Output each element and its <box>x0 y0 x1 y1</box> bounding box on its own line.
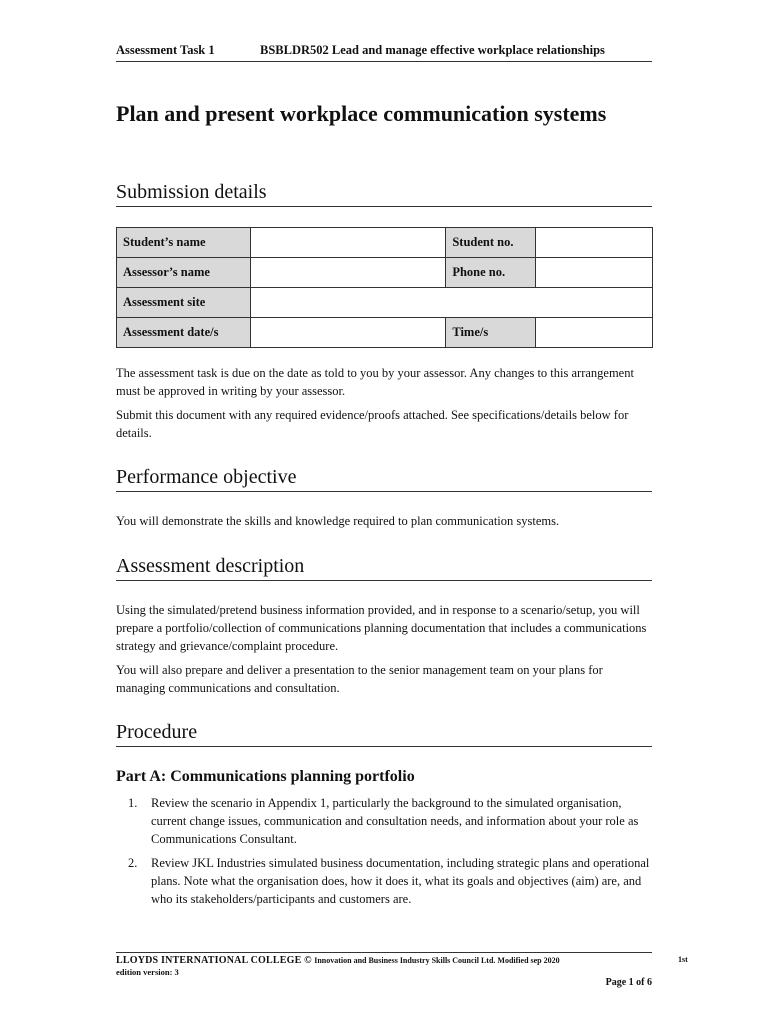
student-no-field[interactable] <box>536 228 653 258</box>
assessment-date-field[interactable] <box>250 318 446 348</box>
description-para-1: Using the simulated/pretend business information provided, and in response to a scenario/setup, you will prepare a portfolio/collection of communications planning documentation that includes a communications strategy and grievance/complaint procedure. <box>116 603 647 653</box>
student-name-label: Student’s name <box>117 228 251 258</box>
submit-paragraph: Submit this document with any required evidence/proofs attached. See specifications/details below for details. <box>116 408 629 440</box>
part-a-heading: Part A: Communications planning portfolio <box>116 768 415 785</box>
time-label: Time/s <box>446 318 536 348</box>
description-para-2: You will also prepare and deliver a presentation to the senior management team on your plans for managing communications and consultation. <box>116 663 603 695</box>
table-row <box>117 288 653 318</box>
footer-superscript: 1st <box>678 955 688 964</box>
step-text: Review JKL Industries simulated business documentation, including strategic plans and operational plans. Note what the organisation does, how it does it, what its goals and objectives (aim) are, and who its stakeholders/participants and customers are. <box>151 856 650 906</box>
footer-copyright <box>116 955 688 966</box>
list-item <box>116 854 652 908</box>
description-heading: Assessment description <box>116 553 652 581</box>
procedure-heading: Procedure <box>116 719 652 747</box>
table-row <box>117 228 653 258</box>
assessment-site-field[interactable] <box>250 288 652 318</box>
due-date-paragraph: The assessment task is due on the date as told to you by your assessor. Any changes to this arrangement must be approved in writing by your assessor. <box>116 366 634 398</box>
assessor-name-field[interactable] <box>250 258 446 288</box>
assessment-site-label: Assessment site <box>117 288 251 318</box>
footer-council: Innovation and Business Industry Skills Council Ltd. Modified sep 2020 <box>314 956 560 965</box>
footer-edition: edition version: 3 <box>116 967 179 977</box>
step-text: Review the scenario in Appendix 1, particularly the background to the simulated organisation, current change issues, communication and consultation needs, and information about your role as Communications Consultant. <box>151 796 639 846</box>
step-number: 2. <box>128 856 138 870</box>
footer-divider <box>116 952 652 953</box>
procedure-steps <box>116 794 652 914</box>
submission-heading: Submission details <box>116 179 652 207</box>
student-no-label: Student no. <box>446 228 536 258</box>
submission-table <box>116 227 653 348</box>
header-task: Assessment Task 1 <box>116 43 215 57</box>
performance-heading: Performance objective <box>116 464 652 492</box>
page-number: Page 1 of 6 <box>605 977 652 988</box>
student-name-field[interactable] <box>250 228 446 258</box>
list-item <box>116 794 652 848</box>
assessment-date-label: Assessment date/s <box>117 318 251 348</box>
performance-text: You will demonstrate the skills and knowledge required to plan communication systems. <box>116 514 560 528</box>
phone-no-field[interactable] <box>536 258 653 288</box>
page-title: Plan and present workplace communication systems <box>116 101 607 126</box>
assessor-name-label: Assessor’s name <box>117 258 251 288</box>
step-number: 1. <box>128 796 138 810</box>
phone-no-label: Phone no. <box>446 258 536 288</box>
footer-college: LLOYDS INTERNATIONAL COLLEGE © <box>116 955 312 966</box>
table-row <box>117 318 653 348</box>
table-row <box>117 258 653 288</box>
time-field[interactable] <box>536 318 653 348</box>
page-header <box>116 43 652 62</box>
header-unit: BSBLDR502 Lead and manage effective workplace relationships <box>260 43 605 57</box>
